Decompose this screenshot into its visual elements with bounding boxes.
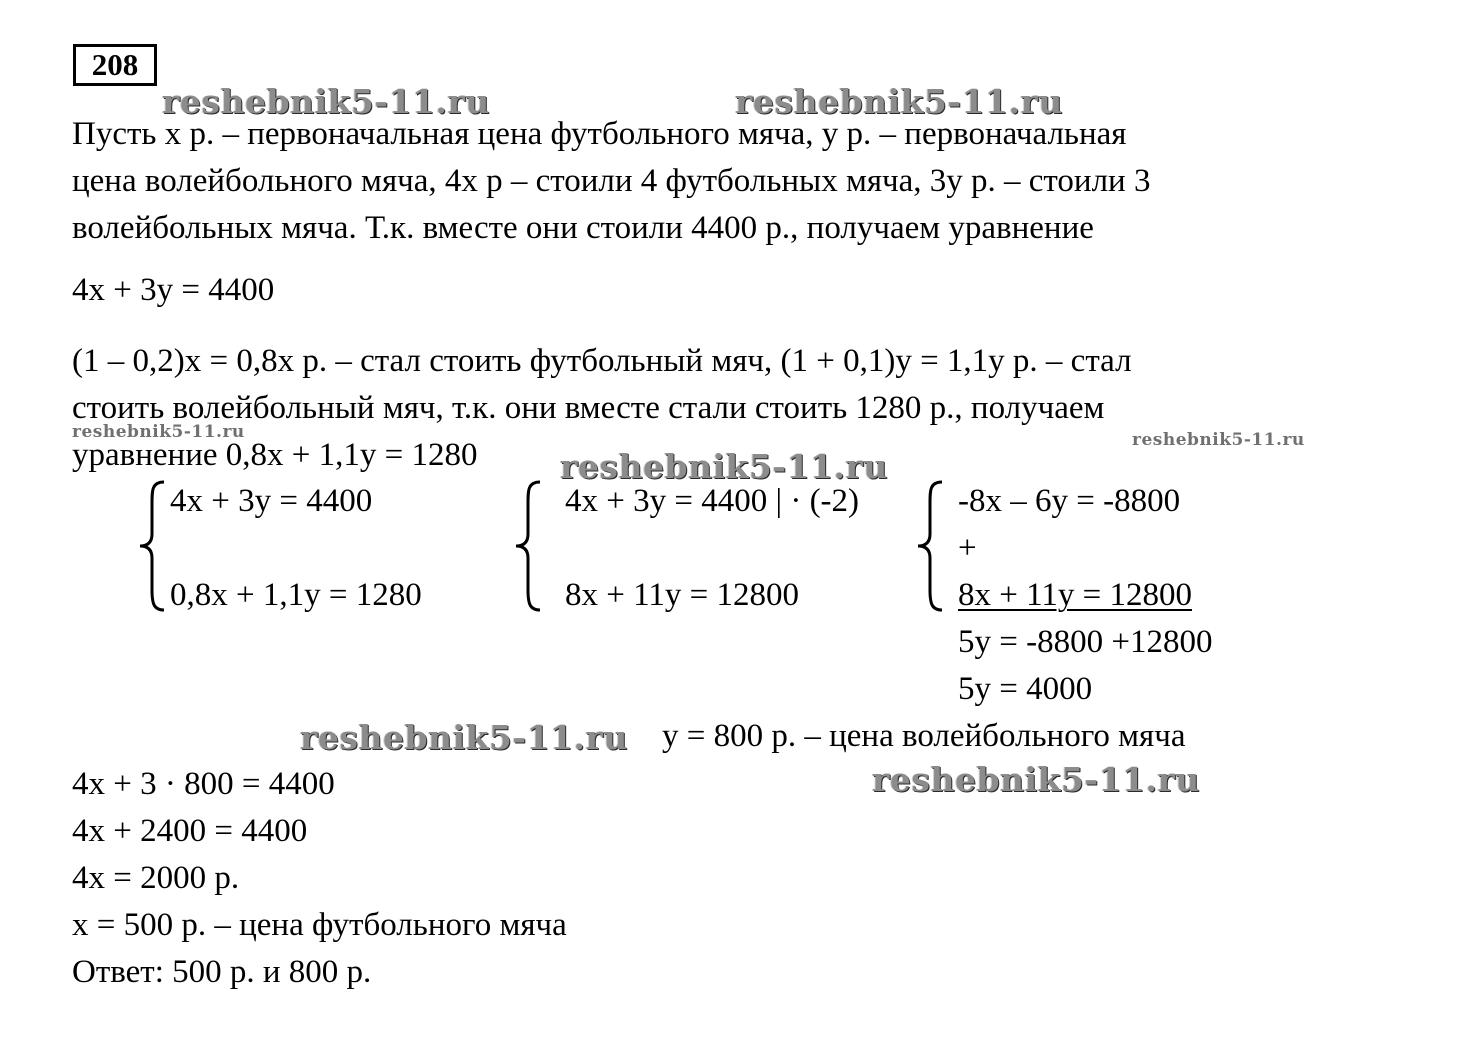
y-result: y = 800 р. – цена волейбольного мяча: [662, 718, 1186, 754]
intro-line-2: цена волейбольного мяча, 4x р – стоили 4 футбольных мяча, 3y р. – стоили 3: [72, 163, 1151, 199]
watermark-small: reshebnik5-11.ru: [72, 422, 245, 442]
final-line-4: x = 500 р. – цена футбольного мяча: [72, 907, 567, 943]
second-line-2: стоить волейбольный мяч, т.к. они вместе стали стоить 1280 р., получаем: [72, 390, 1105, 426]
watermark-small: reshebnik5-11.ru: [1132, 430, 1305, 450]
intro-line-1: Пусть x р. – первоначальная цена футбольного мяча, y р. – первоначальная: [72, 116, 1127, 152]
equation-1: 4x + 3y = 4400: [72, 272, 275, 308]
final-line-3: 4x = 2000 р.: [72, 860, 240, 896]
system-1-eq-2: 0,8x + 1,1y = 1280: [170, 577, 422, 613]
brace-system-1: [138, 478, 170, 614]
final-line-2: 4x + 2400 = 4400: [72, 813, 308, 849]
final-line-1: 4x + 3 · 800 = 4400: [72, 766, 335, 802]
watermark: reshebnik5-11.ru: [735, 82, 1063, 121]
sum-line-2: 5y = 4000: [958, 671, 1093, 707]
watermark: reshebnik5-11.ru: [162, 82, 490, 121]
brace-system-3: [916, 478, 948, 614]
system-3-eq-2: 8x + 11y = 12800: [958, 577, 1192, 613]
brace-system-2: [514, 478, 546, 614]
second-line-3: уравнение 0,8x + 1,1y = 1280: [72, 437, 478, 473]
intro-line-3: волейбольных мяча. Т.к. вместе они стоили 4400 р., получаем уравнение: [72, 210, 1094, 246]
system-3-eq-1: -8x – 6y = -8800: [958, 483, 1181, 519]
sum-line-1: 5y = -8800 +12800: [958, 624, 1213, 660]
watermark: reshebnik5-11.ru: [872, 760, 1200, 799]
answer-line: Ответ: 500 р. и 800 р.: [72, 954, 372, 990]
watermark: reshebnik5-11.ru: [300, 718, 628, 757]
problem-number: 208: [73, 44, 157, 86]
second-line-1: (1 – 0,2)x = 0,8x р. – стал стоить футбольный мяч, (1 + 0,1)y = 1,1y р. – стал: [72, 343, 1132, 379]
system-2-eq-2: 8x + 11y = 12800: [565, 577, 799, 613]
system-1-eq-1: 4x + 3y = 4400: [170, 483, 373, 519]
system-2-eq-1: 4x + 3y = 4400 | · (-2): [565, 483, 860, 519]
system-3-plus: +: [958, 530, 977, 566]
watermark: reshebnik5-11.ru: [560, 447, 888, 486]
